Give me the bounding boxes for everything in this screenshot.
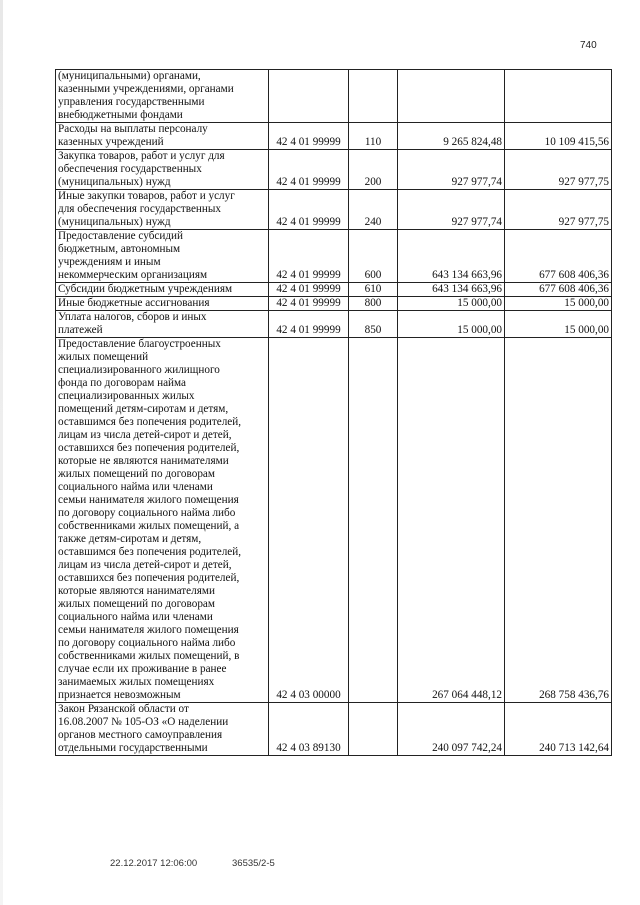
row-expense-type-cell: 800 [349, 297, 398, 311]
row-amount-2018-cell: 240 097 742,24 [398, 703, 505, 756]
table-row [56, 150, 612, 190]
row-amount-2018-cell: 643 134 663,96 [398, 283, 505, 297]
row-name-cell: Предоставление субсидий бюджетным, автономным учреждениям и иным некоммерческим организациям [56, 230, 269, 283]
scan-edge [0, 0, 3, 905]
row-amount-2019-cell: 15 000,00 [505, 297, 612, 311]
row-amount-2019-cell: 677 608 406,36 [505, 230, 612, 283]
row-name-cell: Закупка товаров, работ и услуг для обеспечения государственных (муниципальных) нужд [56, 150, 269, 190]
row-expense-type-cell: 200 [349, 150, 398, 190]
footer-datetime: 22.12.2017 12:06:00 [110, 858, 198, 869]
row-amount-2018-cell [398, 70, 505, 123]
row-amount-2018-cell: 15 000,00 [398, 311, 505, 338]
row-amount-2019-cell: 15 000,00 [505, 311, 612, 338]
row-code-cell: 42 4 01 99999 [269, 283, 349, 297]
row-name-cell: Субсидии бюджетным учреждениям [56, 283, 269, 297]
table-row [56, 123, 612, 150]
page-number: 740 [580, 40, 597, 51]
row-name-cell: Закон Рязанской области от 16.08.2007 № 105-ОЗ «О наделении органов местного самоуправления отдельными государственными [56, 703, 269, 756]
row-amount-2019-cell: 268 758 436,76 [505, 338, 612, 703]
row-expense-type-cell [349, 703, 398, 756]
row-code-cell: 42 4 01 99999 [269, 190, 349, 230]
table-row [56, 283, 612, 297]
row-name-cell: Расходы на выплаты персоналу казенных учреждений [56, 123, 269, 150]
footer-doc-id: 36535/2-5 [232, 858, 275, 869]
row-expense-type-cell: 610 [349, 283, 398, 297]
row-amount-2018-cell: 927 977,74 [398, 150, 505, 190]
row-expense-type-cell: 600 [349, 230, 398, 283]
table-row [56, 311, 612, 338]
budget-table [55, 69, 612, 756]
row-amount-2018-cell: 9 265 824,48 [398, 123, 505, 150]
row-amount-2018-cell: 643 134 663,96 [398, 230, 505, 283]
row-name-cell: Иные бюджетные ассигнования [56, 297, 269, 311]
table-row [56, 190, 612, 230]
table-row [56, 297, 612, 311]
row-name-cell: Иные закупки товаров, работ и услуг для обеспечения государственных (муниципальных) нужд [56, 190, 269, 230]
row-amount-2019-cell: 10 109 415,56 [505, 123, 612, 150]
row-expense-type-cell: 850 [349, 311, 398, 338]
row-amount-2019-cell [505, 70, 612, 123]
row-amount-2018-cell: 927 977,74 [398, 190, 505, 230]
row-expense-type-cell [349, 70, 398, 123]
row-code-cell: 42 4 01 99999 [269, 123, 349, 150]
table-row [56, 338, 612, 703]
row-code-cell: 42 4 01 99999 [269, 311, 349, 338]
budget-table-body [56, 70, 612, 756]
row-code-cell: 42 4 03 89130 [269, 703, 349, 756]
row-code-cell: 42 4 03 00000 [269, 338, 349, 703]
row-expense-type-cell: 240 [349, 190, 398, 230]
row-code-cell [269, 70, 349, 123]
table-row [56, 703, 612, 756]
row-amount-2019-cell: 927 977,75 [505, 150, 612, 190]
row-code-cell: 42 4 01 99999 [269, 297, 349, 311]
row-expense-type-cell: 110 [349, 123, 398, 150]
row-code-cell: 42 4 01 99999 [269, 150, 349, 190]
row-code-cell: 42 4 01 99999 [269, 230, 349, 283]
row-name-cell: Уплата налогов, сборов и иных платежей [56, 311, 269, 338]
table-row [56, 230, 612, 283]
row-name-cell: (муниципальными) органами, казенными учреждениями, органами управления государственными внебюджетными фондами [56, 70, 269, 123]
row-name-cell: Предоставление благоустроенных жилых помещений специализированного жилищного фонда по договорам найма специализированных жилых помещений детям-сиротам и детям, оставшимся без попечения родителей, лицам из числа детей-сирот и детей, оставшихся без попечения родителей, которые не являются нанимателями жилых помещений по договорам социального найма или членами семьи нанимателя жилого помещения по договору социального найма либо собственниками жилых помещений, а также детям-сиротам и детям, оставшимся без попечения родителей, лицам из числа детей-сирот и детей, оставшихся без попечения родителей, которые являются нанимателями жилых помещений по договорам социального найма или членами семьи нанимателя жилого помещения по договору социального найма либо собственниками жилых помещений, в случае если их проживание в ранее занимаемых жилых помещениях признается невозможным [56, 338, 269, 703]
row-expense-type-cell [349, 338, 398, 703]
row-amount-2019-cell: 677 608 406,36 [505, 283, 612, 297]
row-amount-2019-cell: 240 713 142,64 [505, 703, 612, 756]
row-amount-2018-cell: 267 064 448,12 [398, 338, 505, 703]
row-amount-2018-cell: 15 000,00 [398, 297, 505, 311]
table-row [56, 70, 612, 123]
row-amount-2019-cell: 927 977,75 [505, 190, 612, 230]
